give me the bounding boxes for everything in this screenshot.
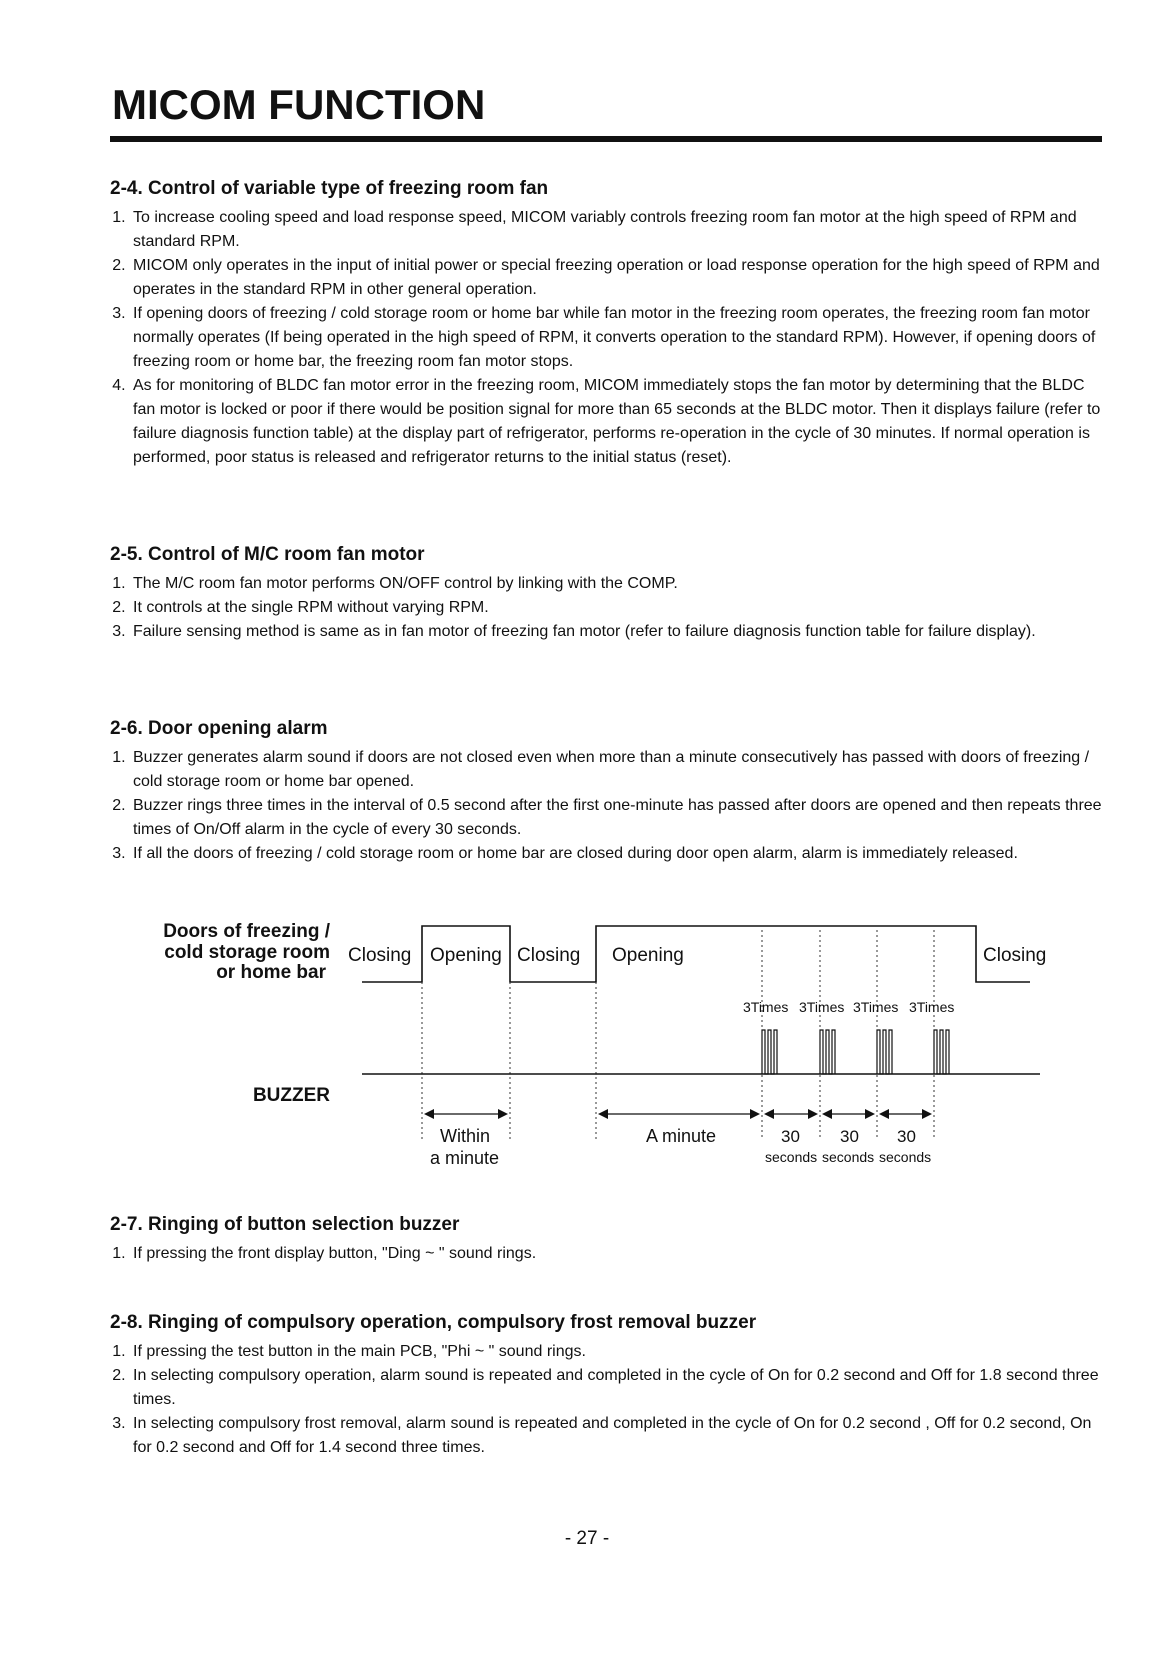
section-2-8 [110, 1312, 1102, 1460]
times-label: 3Times [743, 999, 789, 1015]
section-heading: 2-6. Door opening alarm [110, 718, 328, 739]
state-label-opening: Opening [430, 945, 502, 966]
buzzer-pulses [762, 1030, 949, 1074]
thirty-label: 30 [840, 1127, 859, 1146]
state-label-opening: Opening [612, 945, 684, 966]
section-heading: 2-8. Ringing of compulsory operation, compulsory frost removal buzzer [110, 1312, 757, 1333]
seconds-label: seconds [879, 1149, 932, 1165]
item-list [110, 1340, 1102, 1460]
a-minute-label: A minute [646, 1126, 717, 1146]
list-item: 1. The M/C room fan motor performs ON/OFF control by linking with the COMP. [130, 572, 1102, 596]
list-item: 1. Buzzer generates alarm sound if doors are not closed even when more than a minute consecutively has passed with doors of freezing / cold storage room or home bar opened. [130, 746, 1102, 794]
times-label: 3Times [909, 999, 955, 1015]
page-title: MICOM FUNCTION [112, 81, 486, 128]
times-label: 3Times [853, 999, 899, 1015]
times-label: 3Times [799, 999, 845, 1015]
doors-label-line-2: cold storage room [164, 942, 330, 963]
state-label-closing: Closing [517, 945, 581, 966]
list-item: 3. Failure sensing method is same as in fan motor of freezing fan motor (refer to failure diagnosis function table for failure display). [130, 620, 1102, 644]
thirty-label: 30 [781, 1127, 800, 1146]
within-label: Within [440, 1126, 491, 1146]
list-item: 2. Buzzer rings three times in the interval of 0.5 second after the first one-minute has passed after doors are opened and then repeats three times of On/Off alarm in the cycle of every 30 seconds. [130, 794, 1102, 842]
list-item: 2. MICOM only operates in the input of initial power or special freezing operation or load response operation for the high speed of RPM and operates in the standard RPM in other general operation. [130, 254, 1102, 302]
doors-label-line-3: or home bar [216, 962, 326, 983]
state-label-closing: Closing [983, 945, 1047, 966]
list-item: 1. If pressing the front display button, "Ding ~ " sound rings. [130, 1242, 1102, 1266]
page-number: - 27 - [564, 1528, 610, 1549]
list-item: 2. It controls at the single RPM without varying RPM. [130, 596, 1102, 620]
buzzer-label: BUZZER [252, 1085, 330, 1106]
list-item: 2. In selecting compulsory operation, alarm sound is repeated and completed in the cycle of On for 0.2 second and Off for 1.8 second three times. [130, 1364, 1102, 1412]
list-item: 1. If pressing the test button in the main PCB, "Phi ~ " sound rings. [130, 1340, 1102, 1364]
list-item: 1. To increase cooling speed and load response speed, MICOM variably controls freezing room fan motor at the high speed of RPM and standard RPM. [130, 206, 1102, 254]
list-item: 3. If all the doors of freezing / cold storage room or home bar are closed during door open alarm, alarm is immediately released. [130, 842, 1102, 866]
section-2-7 [110, 1214, 1102, 1266]
state-label-closing: Closing [348, 945, 412, 966]
section-heading: 2-5. Control of M/C room fan motor [110, 544, 425, 565]
seconds-label: seconds [822, 1149, 875, 1165]
list-item: 4. As for monitoring of BLDC fan motor error in the freezing room, MICOM immediately stops the fan motor by determining that the BLDC fan motor is locked or poor if there would be position signal for more than 65 seconds at the BLDC motor. Then it displays failure (refer to failure diagnosis function table) at the display part of refrigerator, performs re-operation in the cycle of 30 minutes. If normal operation is performed, poor status is released and refrigerator returns to the initial status (reset). [130, 374, 1102, 470]
doors-label-line-1: Doors of freezing / [163, 921, 330, 942]
thirty-label: 30 [897, 1127, 916, 1146]
seconds-label: seconds [765, 1149, 818, 1165]
section-heading: 2-7. Ringing of button selection buzzer [110, 1214, 460, 1235]
list-item: 3. If opening doors of freezing / cold storage room or home bar while fan motor in the freezing room operates, the freezing room fan motor normally operates (If being operated in the high speed of RPM, it converts operation to the standard RPM). However, if opening doors of freezing room or home bar, the freezing room fan motor stops. [130, 302, 1102, 374]
a-minute-sub-label: a minute [430, 1148, 500, 1168]
section-heading: 2-4. Control of variable type of freezing room fan [110, 178, 549, 199]
item-list [110, 1242, 1102, 1266]
list-item: 3. In selecting compulsory frost removal, alarm sound is repeated and completed in the cycle of On for 0.2 second , Off for 0.2 second, On for 0.2 second and Off for 1.4 second three times. [130, 1412, 1102, 1460]
